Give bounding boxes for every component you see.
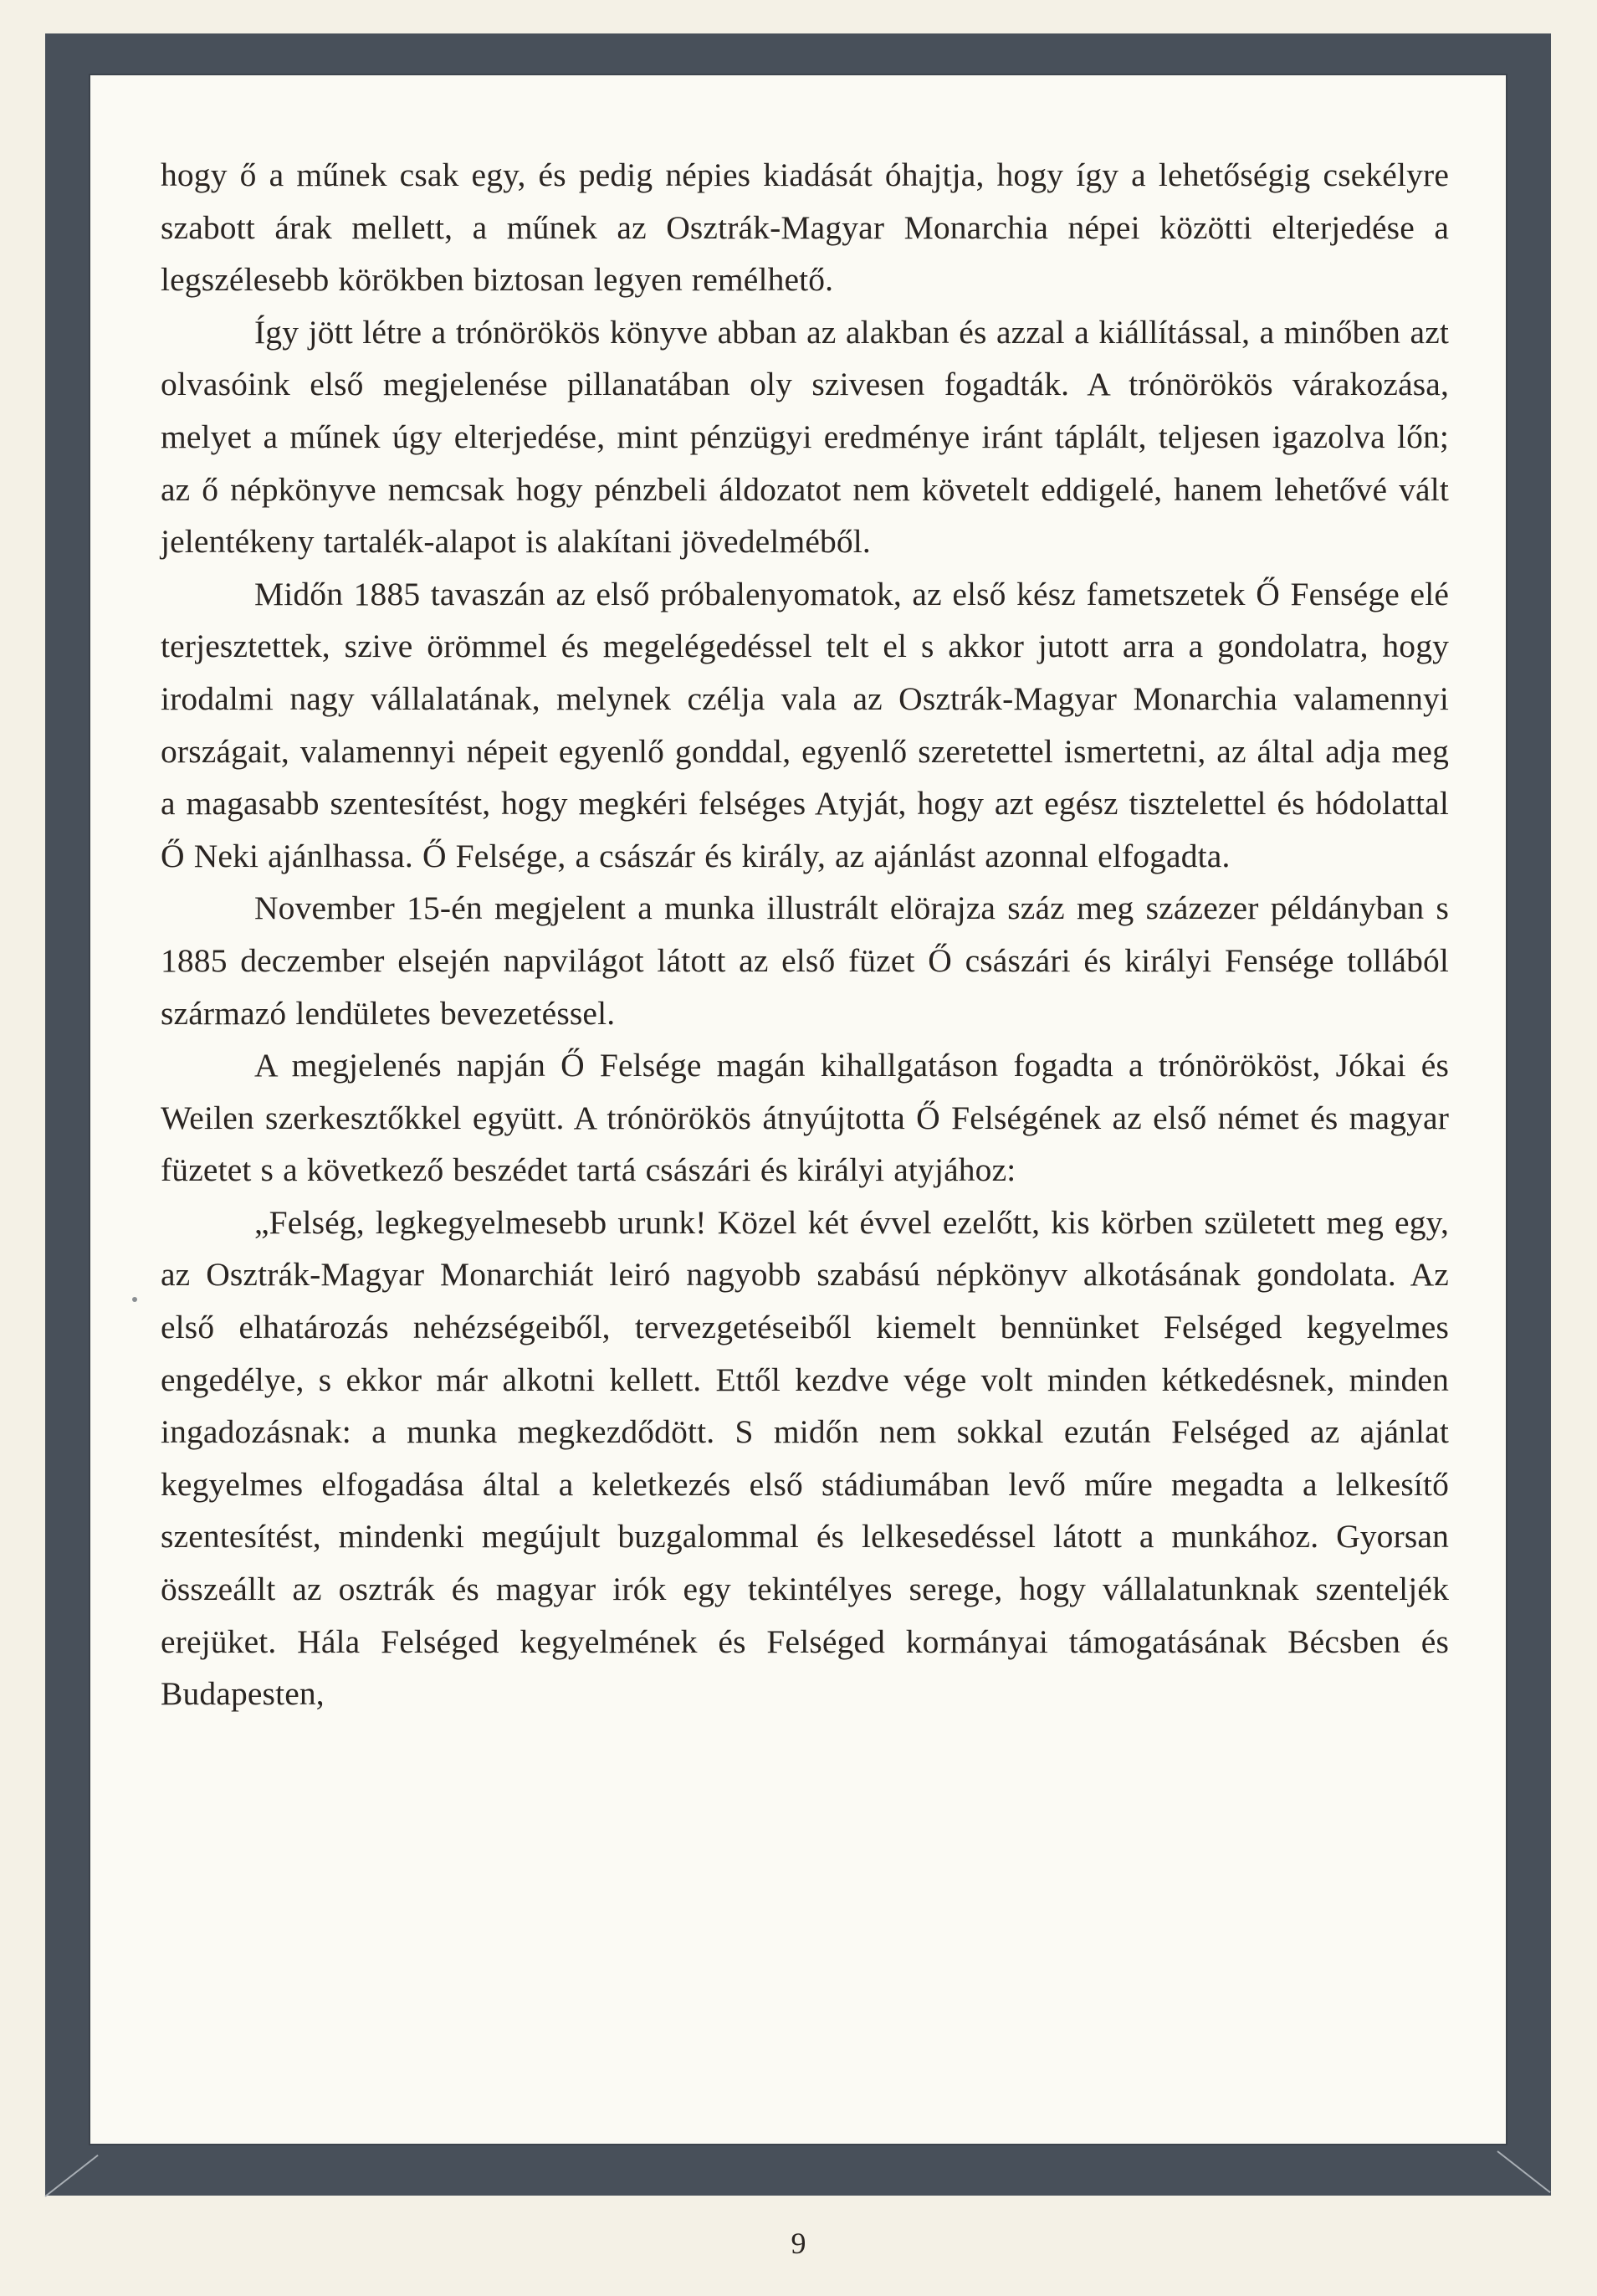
paragraph-4: November 15-én megjelent a munka illustrált elörajza száz meg százezer példányban s 1885 deczember elsején napvilágot látott az első füzet Ő császári és királyi Fensége tollából származó lendületes bevezetéssel.	[161, 889, 1449, 1032]
paragraph-6: „Felség, legkegyelmesebb urunk! Közel két évvel ezelőtt, kis körben született meg egy, az Osztrák-Magyar Monarchiát leiró nagyobb szabású népkönyv alkotásának gondolata. Az első elhatározás nehézségeiből, tervezgetéseiből kiemelt bennünket Felséged kegyelmes engedélye, s ekkor már alkotni kellett. Ettől kezdve vége volt minden kétkedésnek, minden ingadozásnak: a munka megkezdődött. S midőn nem sokkal ezután Felséged az ajánlat kegyelmes elfogadása által a keletkezés első stádiumában levő műre megadta a lelkesítő szentesítést, mindenki megújult buzgalommal és lelkesedéssel látott a munkához. Gyorsan összeállt az osztrák és magyar irók egy tekintélyes serege, hogy vállalatunknak szenteljék erejüket. Hála Felséged kegyelmének és Felséged kormányai támogatásának Bécsben és Budapesten,	[161, 1203, 1449, 1713]
paragraph-3: Midőn 1885 tavaszán az első próbalenyomatok, az első kész fametszetek Ő Fensége elé terjesztettek, szive örömmel és megelégedéssel telt el s akkor jutott arra a gondolatra, hogy irodalmi nagy vállalatának, melynek czélja vala az Osztrák-Magyar Monarchia valamennyi országait, valamennyi népeit egyenlő gonddal, egyenlő szeretettel ismertetni, az által adja meg a magasabb szentesítést, hogy megkéri felséges Atyját, hogy azt egész tisztelettel és hódolattal Ő Neki ajánlhassa. Ő Felsége, a császár és király, az ajánlást azonnal elfogadta.	[161, 575, 1449, 874]
page-frame	[45, 33, 1551, 2196]
paper-speck	[132, 1297, 137, 1302]
text-panel	[89, 74, 1507, 2145]
body-text	[161, 149, 1449, 1720]
page-number: 9	[791, 2227, 806, 2260]
paragraph-5: A megjelenés napján Ő Felsége magán kihallgatáson fogadta a trónörököst, Jókai és Weilen szerkesztőkkel együtt. A trónörökös átnyújtotta Ő Felségének az első német és magyar füzetet s a következő beszédet tartá császári és királyi atyjához:	[161, 1047, 1449, 1189]
paragraph-2: Így jött létre a trónörökös könyve abban az alakban és azzal a kiállítással, a minőben azt olvasóink első megjelenése pillanatában oly szivesen fogadták. A trónörökös várakozása, melyet a műnek úgy elterjedése, mint pénzügyi eredménye iránt táplált, teljesen igazolva lőn; az ő népkönyve nemcsak hogy pénzbeli áldozatot nem követelt eddigelé, hanem lehetővé vált jelentékeny tartalék-alapot is alakítani jövedelméből.	[161, 313, 1449, 561]
paragraph-1: hogy ő a műnek csak egy, és pedig népies kiadását óhajtja, hogy így a lehetőségig csekélyre szabott árak mellett, a műnek az Osztrák-Magyar Monarchia népei közötti elterjedése a legszélesebb körökben biztosan legyen remélhető.	[161, 156, 1449, 299]
